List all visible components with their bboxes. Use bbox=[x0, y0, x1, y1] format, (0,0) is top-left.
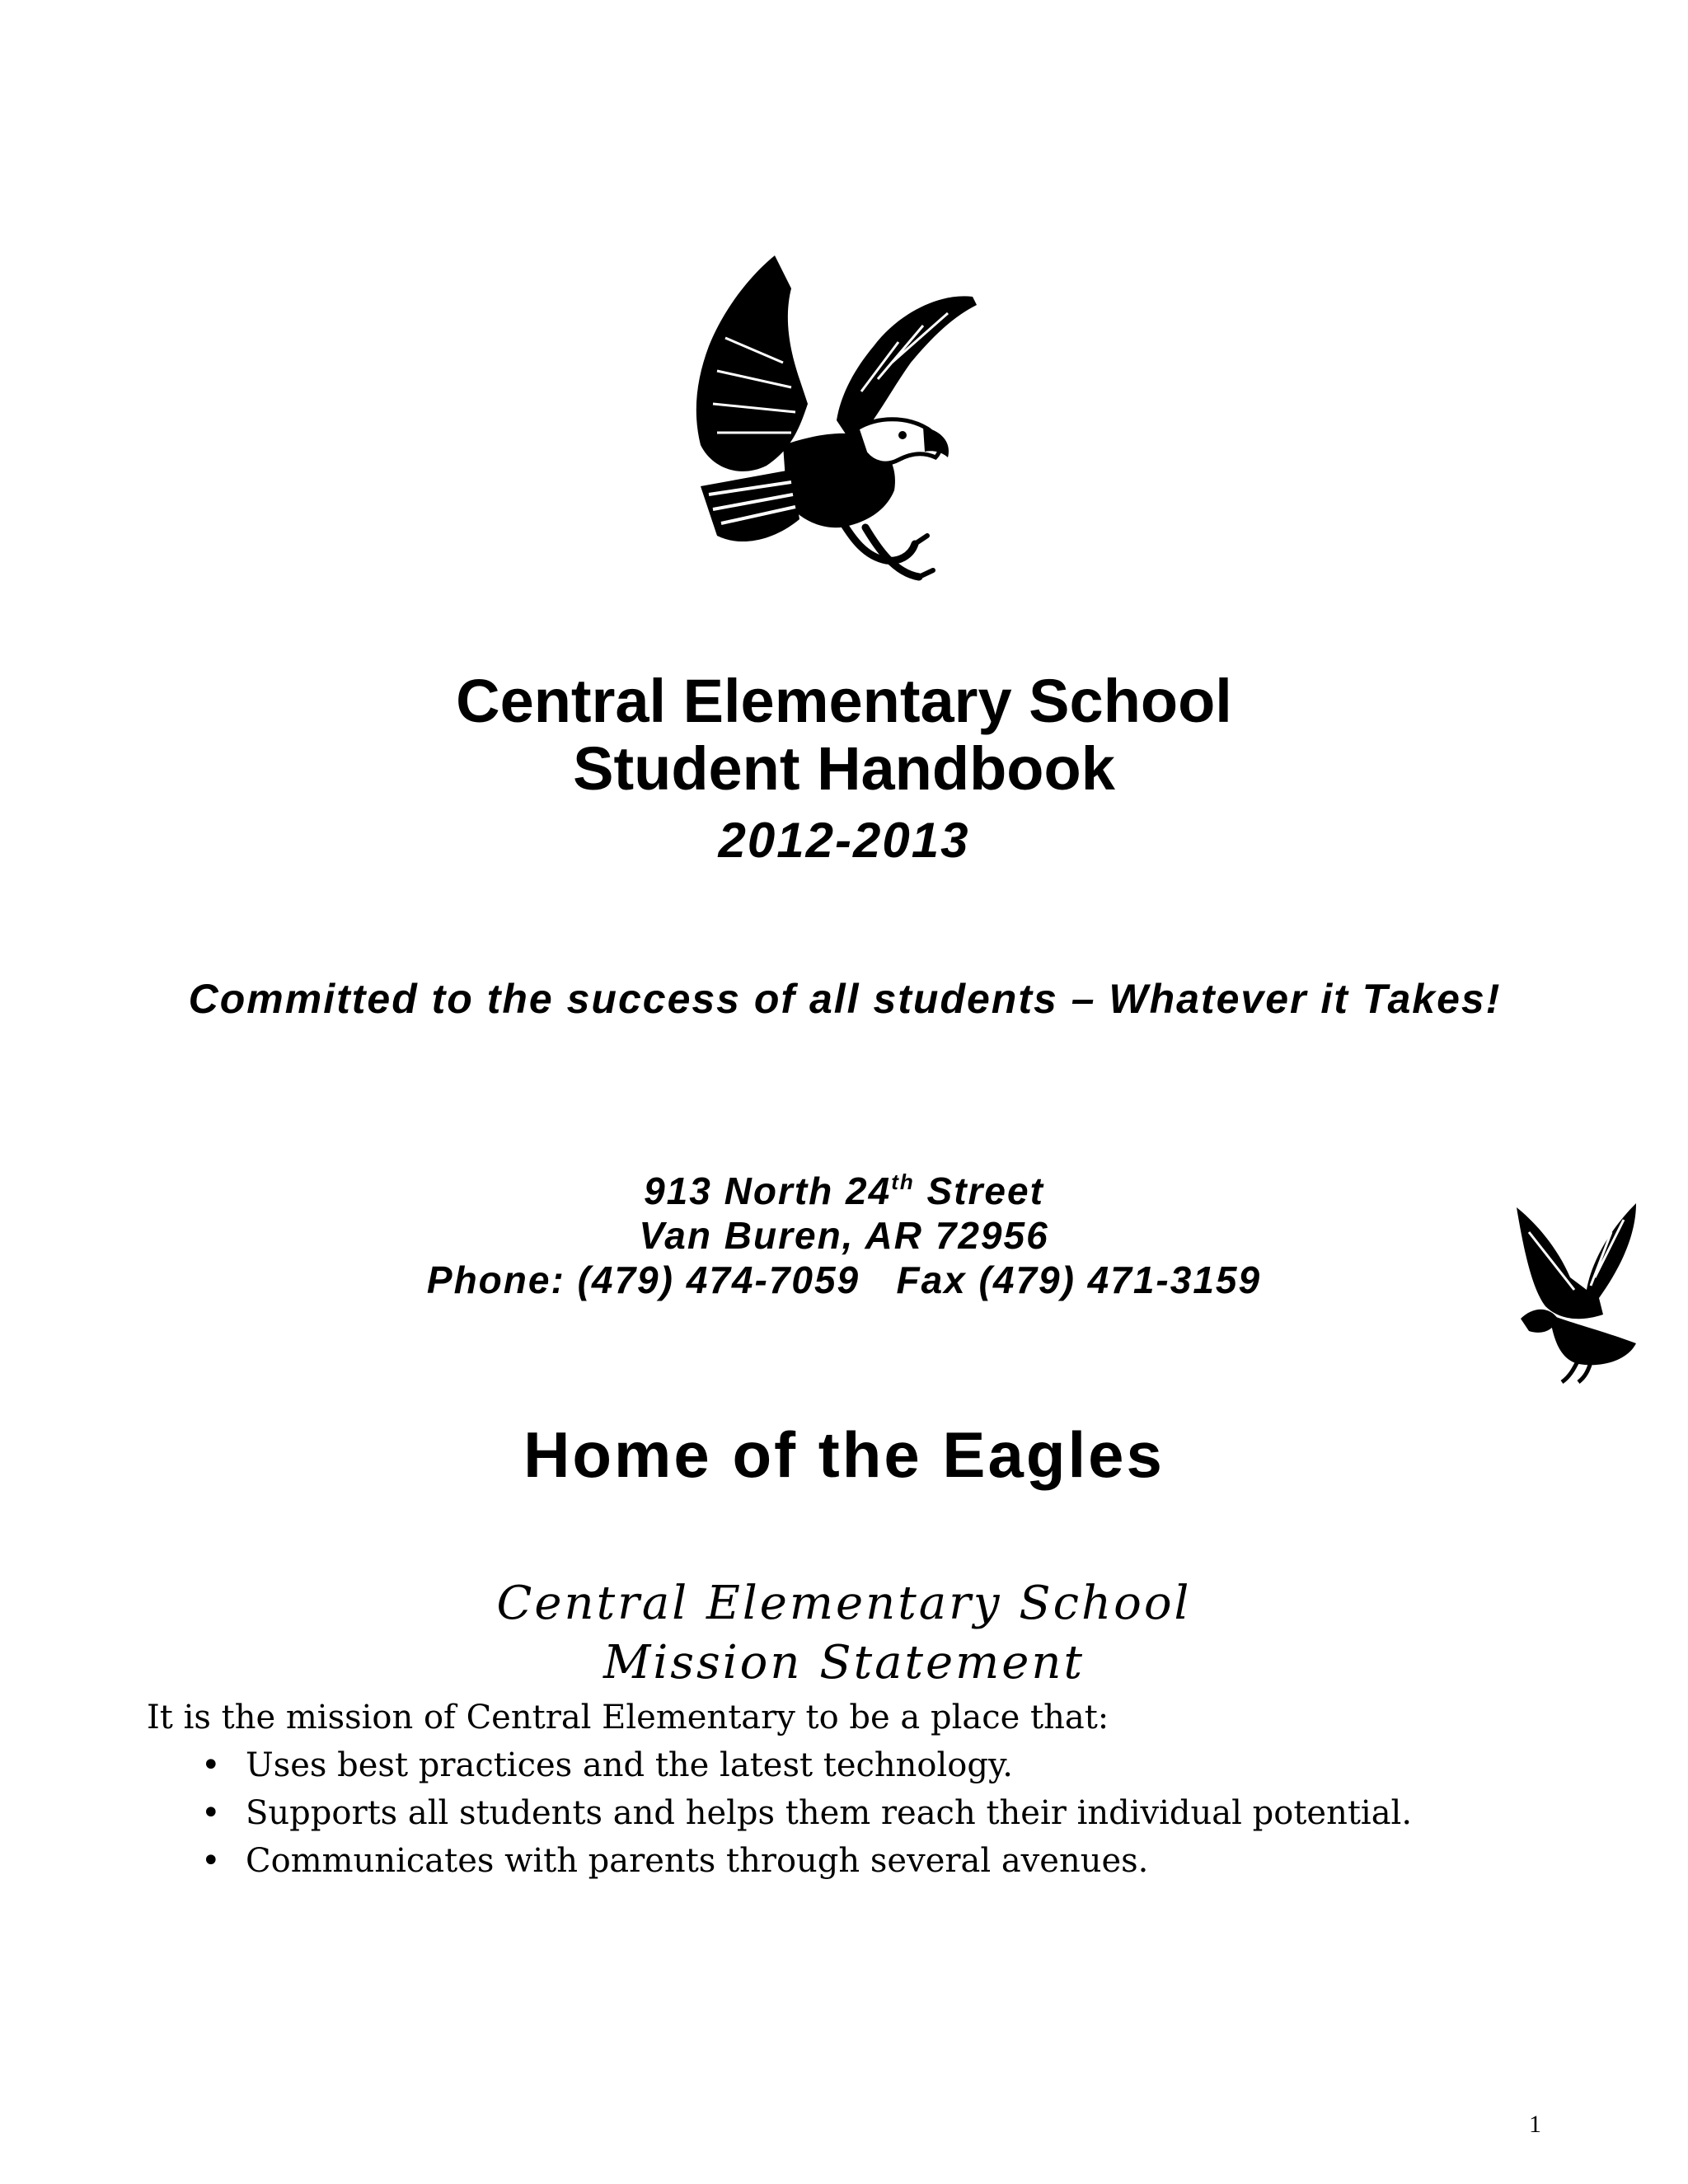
mission-item-text: Supports all students and helps them reach their individual potential. bbox=[246, 1794, 1413, 1832]
eagle-side-icon bbox=[1512, 1199, 1661, 1385]
mission-item-text: Uses best practices and the latest technology. bbox=[246, 1746, 1013, 1784]
mission-title-line2: Mission Statement bbox=[603, 1636, 1085, 1690]
list-item bbox=[147, 1789, 1564, 1837]
street-suffix: Street bbox=[914, 1169, 1044, 1212]
phone-fax: Phone: (479) 474-7059 Fax (479) 471-3159 bbox=[426, 1258, 1262, 1301]
handbook-title: Student Handbook bbox=[573, 734, 1115, 803]
bullet-icon: • bbox=[201, 1746, 221, 1784]
home-banner: Home of the Eagles bbox=[523, 1418, 1165, 1491]
mission-intro: It is the mission of Central Elementary to be a place that: bbox=[147, 1699, 1109, 1736]
street-address bbox=[0, 1169, 1688, 1213]
page-number: 1 bbox=[1529, 2111, 1541, 2138]
street-prefix: 913 North 24 bbox=[644, 1169, 892, 1212]
school-name: Central Elementary School bbox=[456, 667, 1232, 735]
bullet-icon: • bbox=[201, 1842, 221, 1880]
bullet-icon: • bbox=[201, 1794, 221, 1832]
motto: Committed to the success of all students – Whatever it Takes! bbox=[188, 976, 1502, 1022]
mission-title bbox=[0, 1574, 1688, 1693]
address-block bbox=[0, 1169, 1688, 1302]
school-year: 2012-2013 bbox=[718, 813, 970, 868]
mission-body bbox=[147, 1694, 1564, 1885]
list-item bbox=[147, 1741, 1564, 1789]
eagle-icon bbox=[676, 247, 989, 593]
street-ordinal-suffix: th bbox=[891, 1169, 915, 1194]
mission-title-line1: Central Elementary School bbox=[496, 1577, 1192, 1630]
list-item bbox=[147, 1837, 1564, 1885]
mission-item-text: Communicates with parents through several avenues. bbox=[246, 1842, 1149, 1880]
city-state-zip: Van Buren, AR 72956 bbox=[639, 1214, 1049, 1257]
title-block bbox=[0, 668, 1688, 803]
mission-list bbox=[147, 1741, 1564, 1885]
